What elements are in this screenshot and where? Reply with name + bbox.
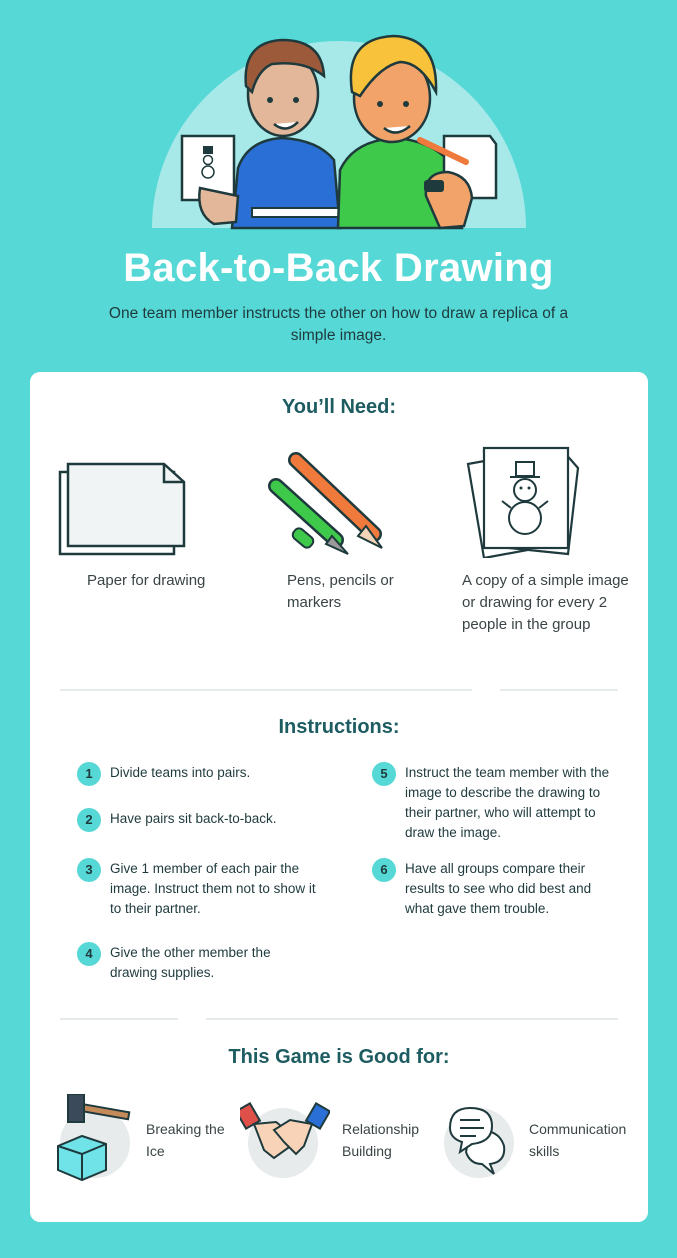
snowman-image-icon xyxy=(464,446,584,558)
good-for-item xyxy=(60,1094,240,1184)
step-number-badge: 5 xyxy=(372,762,396,786)
instruction-step xyxy=(77,942,327,984)
hero-illustration xyxy=(0,0,677,240)
step-text: Have all groups compare their results to see who did best and what gave them trouble. xyxy=(405,861,592,916)
step-text: Instruct the team member with the image to describe the drawing to their partner, who will attempt to draw the image. xyxy=(405,765,610,840)
need-label-image: A copy of a simple image or drawing for every 2 people in the group xyxy=(462,572,629,633)
need-label-paper: Paper for drawing xyxy=(87,572,206,589)
needs-heading: You’ll Need: xyxy=(281,396,397,418)
activity-card xyxy=(30,372,648,1222)
step-number-badge: 6 xyxy=(372,858,396,882)
instruction-step xyxy=(372,762,622,844)
good-for-item xyxy=(440,1094,640,1184)
good-for-heading: This Game is Good for: xyxy=(228,1046,450,1068)
step-number-badge: 4 xyxy=(77,942,101,966)
step-text: Give 1 member of each pair the image. Instruct them not to show it to their partner. xyxy=(110,861,316,916)
good-for-label: Breaking the Ice xyxy=(146,1121,225,1159)
good-for-label: Communication skills xyxy=(529,1121,627,1159)
speech-bubbles-icon xyxy=(440,1102,520,1182)
need-label-pens: Pens, pencils or markers xyxy=(287,572,394,611)
page-subtitle: One team member instructs the other on how to draw a replica of a simple image. xyxy=(108,305,569,344)
pens-icon xyxy=(266,452,386,562)
step-number-badge: 1 xyxy=(77,762,101,786)
hammer-ice-icon xyxy=(54,1094,134,1184)
divider xyxy=(60,1018,178,1020)
step-number-badge: 3 xyxy=(77,858,101,882)
step-text: Give the other member the drawing supplies. xyxy=(110,945,271,980)
instruction-step xyxy=(77,762,327,786)
instruction-step xyxy=(372,858,622,920)
step-text: Have pairs sit back-to-back. xyxy=(110,811,277,826)
instruction-step xyxy=(77,808,327,832)
good-for-item xyxy=(244,1094,444,1184)
instructions-heading: Instructions: xyxy=(278,716,400,738)
step-number-badge: 2 xyxy=(77,808,101,832)
step-text: Divide teams into pairs. xyxy=(110,765,251,780)
divider xyxy=(500,689,618,691)
good-for-label: Relationship Building xyxy=(342,1121,420,1159)
instruction-step xyxy=(77,858,327,920)
divider xyxy=(60,689,472,691)
handshake-icon xyxy=(240,1098,330,1178)
paper-icon xyxy=(58,462,188,558)
page-title: Back-to-Back Drawing xyxy=(123,246,554,290)
divider xyxy=(206,1018,618,1020)
